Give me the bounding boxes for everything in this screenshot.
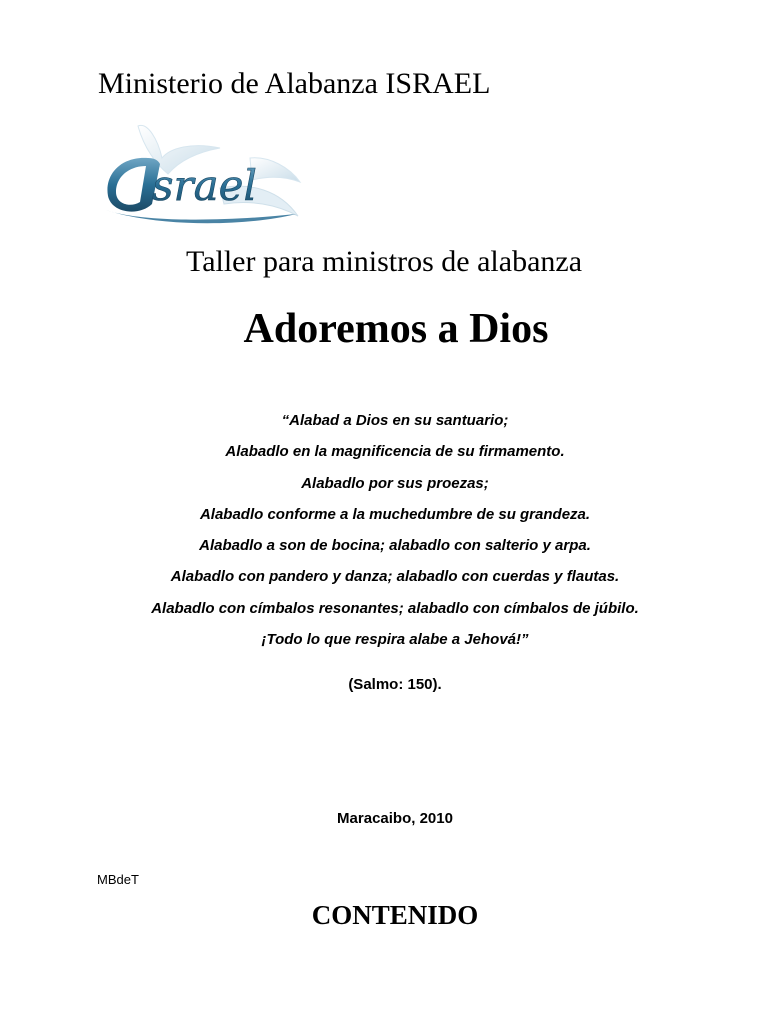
logo-text: srael — [152, 161, 257, 210]
verse-line: Alabadlo a son de bocina; alabadlo con salterio y arpa. — [199, 537, 591, 555]
contents-heading: CONTENIDO — [311, 900, 479, 930]
verse-line: Alabadlo por sus proezas; — [301, 474, 489, 492]
psalm-reference: (Salmo: 150). — [348, 676, 442, 693]
document-title: Adoremos a Dios — [243, 306, 549, 352]
psalm-verse — [0, 405, 768, 655]
place-date: Maracaibo, 2010 — [337, 810, 453, 827]
verse-line: Alabadlo con pandero y danza; alabadlo con cuerdas y flautas. — [170, 568, 620, 586]
verse-line: Alabadlo en la magnificencia de su firmamento. — [225, 443, 565, 461]
verse-line: ¡Todo lo que respira alabe a Jehová!” — [261, 631, 529, 649]
verse-line: Alabadlo con címbalos resonantes; alabadlo con címbalos de júbilo. — [151, 599, 639, 617]
verse-line: Alabadlo conforme a la muchedumbre de su grandeza. — [199, 505, 591, 523]
ministry-name: Ministerio de Alabanza ISRAEL — [98, 67, 491, 100]
author-initials: MBdeT — [97, 872, 139, 887]
dove-logo-icon — [100, 118, 305, 228]
verse-line: “Alabad a Dios en su santuario; — [281, 412, 509, 429]
israel-logo — [100, 118, 305, 228]
workshop-subtitle: Taller para ministros de alabanza — [185, 245, 583, 278]
